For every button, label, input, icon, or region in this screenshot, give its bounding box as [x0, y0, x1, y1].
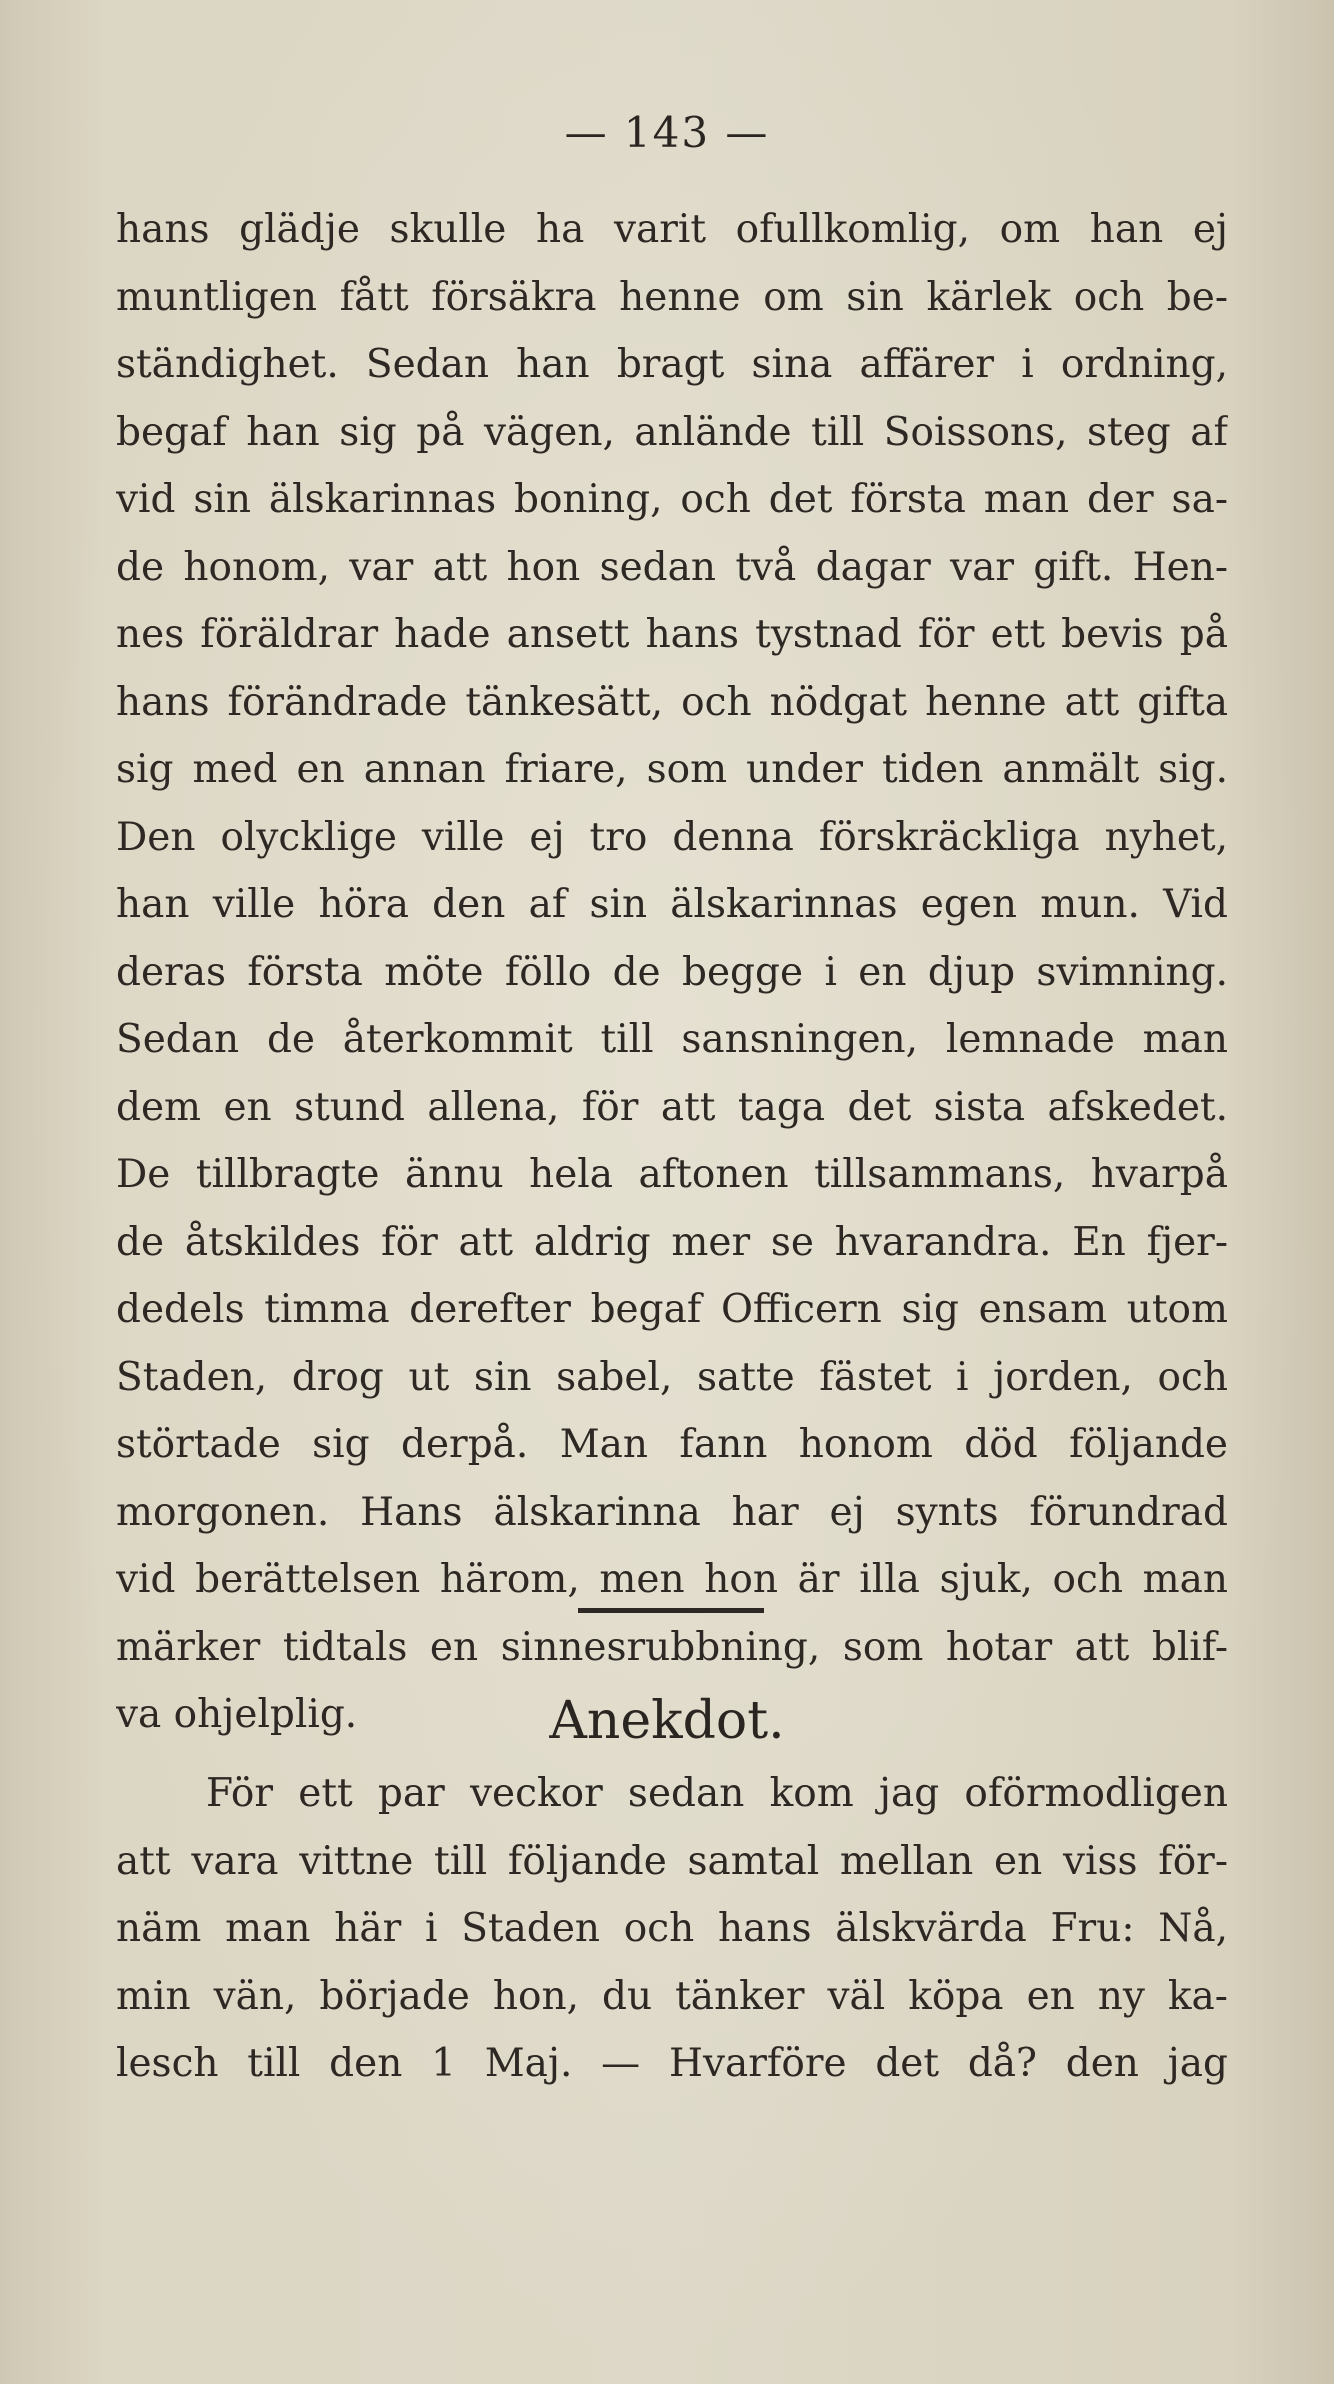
text-line: De tillbragte ännu hela aftonen tillsammans, hvarpå	[116, 1152, 1228, 1197]
text-line: Den olycklige ville ej tro denna förskräckliga nyhet,	[116, 814, 1228, 860]
text-line: vid berättelsen härom, men hon är illa sjuk, och man	[116, 1557, 1228, 1602]
text-line: dem en stund allena, för att taga det sista afskedet.	[116, 1084, 1228, 1130]
text-line: Sedan de återkommit till sansningen, lemnade man	[116, 1017, 1228, 1062]
text-line: hans förändrade tänkesätt, och nödgat henne att gifta	[116, 679, 1228, 725]
text-line: begaf han sig på vägen, anlände till Soissons, steg af	[116, 409, 1228, 455]
paragraph-anecdote	[116, 1760, 1228, 2098]
text-line: näm man här i Staden och hans älskvärda Fru: Nå,	[116, 1906, 1228, 1951]
text-line: störtade sig derpå. Man fann honom död följande	[116, 1422, 1228, 1467]
section-heading: Anekdot.	[549, 1691, 785, 1751]
text-line: dedels timma derefter begaf Officern sig ensam utom	[116, 1287, 1228, 1332]
text-line: För ett par veckor sedan kom jag oförmodligen	[206, 1771, 1228, 1816]
text-line: de honom, var att hon sedan två dagar var gift. Hen-	[116, 544, 1228, 590]
text-line: märker tidtals en sinnesrubbning, som hotar att blif-	[116, 1624, 1228, 1670]
text-line: nes föräldrar hade ansett hans tystnad för ett bevis på	[116, 612, 1228, 657]
text-line: att vara vittne till följande samtal mellan en viss för-	[116, 1838, 1228, 1884]
text-line: muntligen fått försäkra henne om sin kärlek och be-	[116, 274, 1228, 320]
text-line: ständighet. Sedan han bragt sina affärer i ordning,	[116, 342, 1228, 387]
page-number: — 143 —	[564, 108, 770, 157]
text-line: han ville höra den af sin älskarinnas egen mun. Vid	[116, 882, 1228, 927]
text-line: lesch till den 1 Maj. — Hvarföre det då? den jag	[116, 2041, 1228, 2086]
text-line: min vän, började hon, du tänker väl köpa en ny ka-	[116, 1973, 1228, 2019]
text-line: sig med en annan friare, som under tiden anmält sig.	[116, 747, 1228, 792]
section-divider	[578, 1608, 764, 1613]
text-line: de åtskildes för att aldrig mer se hvarandra. En fjer-	[116, 1219, 1228, 1265]
paragraph-continued	[116, 196, 1228, 1749]
text-line: va ohjelplig.	[116, 1692, 358, 1737]
text-line: vid sin älskarinnas boning, och det första man der sa-	[116, 477, 1228, 522]
text-line: morgonen. Hans älskarinna har ej synts förundrad	[116, 1489, 1228, 1535]
text-line: deras första möte föllo de begge i en djup svimning.	[116, 949, 1228, 995]
text-line: Staden, drog ut sin sabel, satte fästet i jorden, och	[116, 1354, 1228, 1400]
text-line: hans glädje skulle ha varit ofullkomlig, om han ej	[116, 207, 1228, 252]
